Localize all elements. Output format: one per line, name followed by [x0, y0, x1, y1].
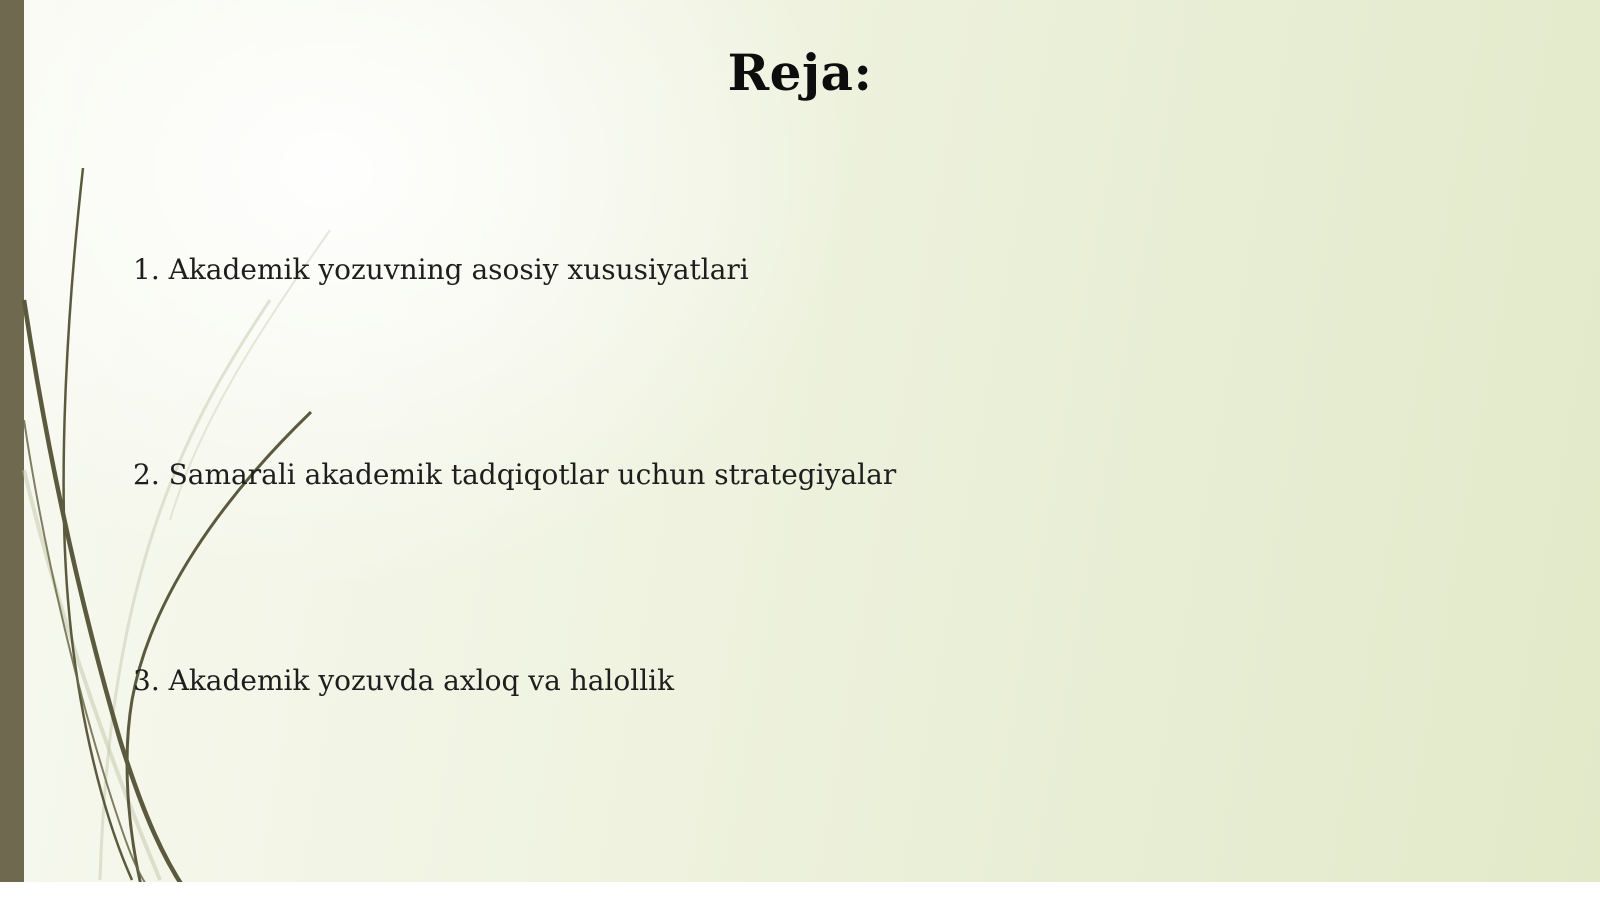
grass-blade-faint-1 — [100, 300, 270, 880]
bottom-strip — [0, 882, 1600, 899]
grass-blade-4 — [24, 420, 150, 890]
grass-blade-2 — [24, 300, 185, 890]
slide-title: Reja: — [727, 43, 873, 102]
plan-item-2: 2. Samarali akademik tadqiqotlar uchun strategiyalar — [133, 458, 897, 491]
accent-bar — [0, 0, 24, 899]
grass-blade-1 — [64, 168, 132, 880]
plan-item-1: 1. Akademik yozuvning asosiy xususiyatlari — [133, 253, 749, 286]
plan-item-3: 3. Akademik yozuvda axloq va halollik — [133, 664, 675, 697]
